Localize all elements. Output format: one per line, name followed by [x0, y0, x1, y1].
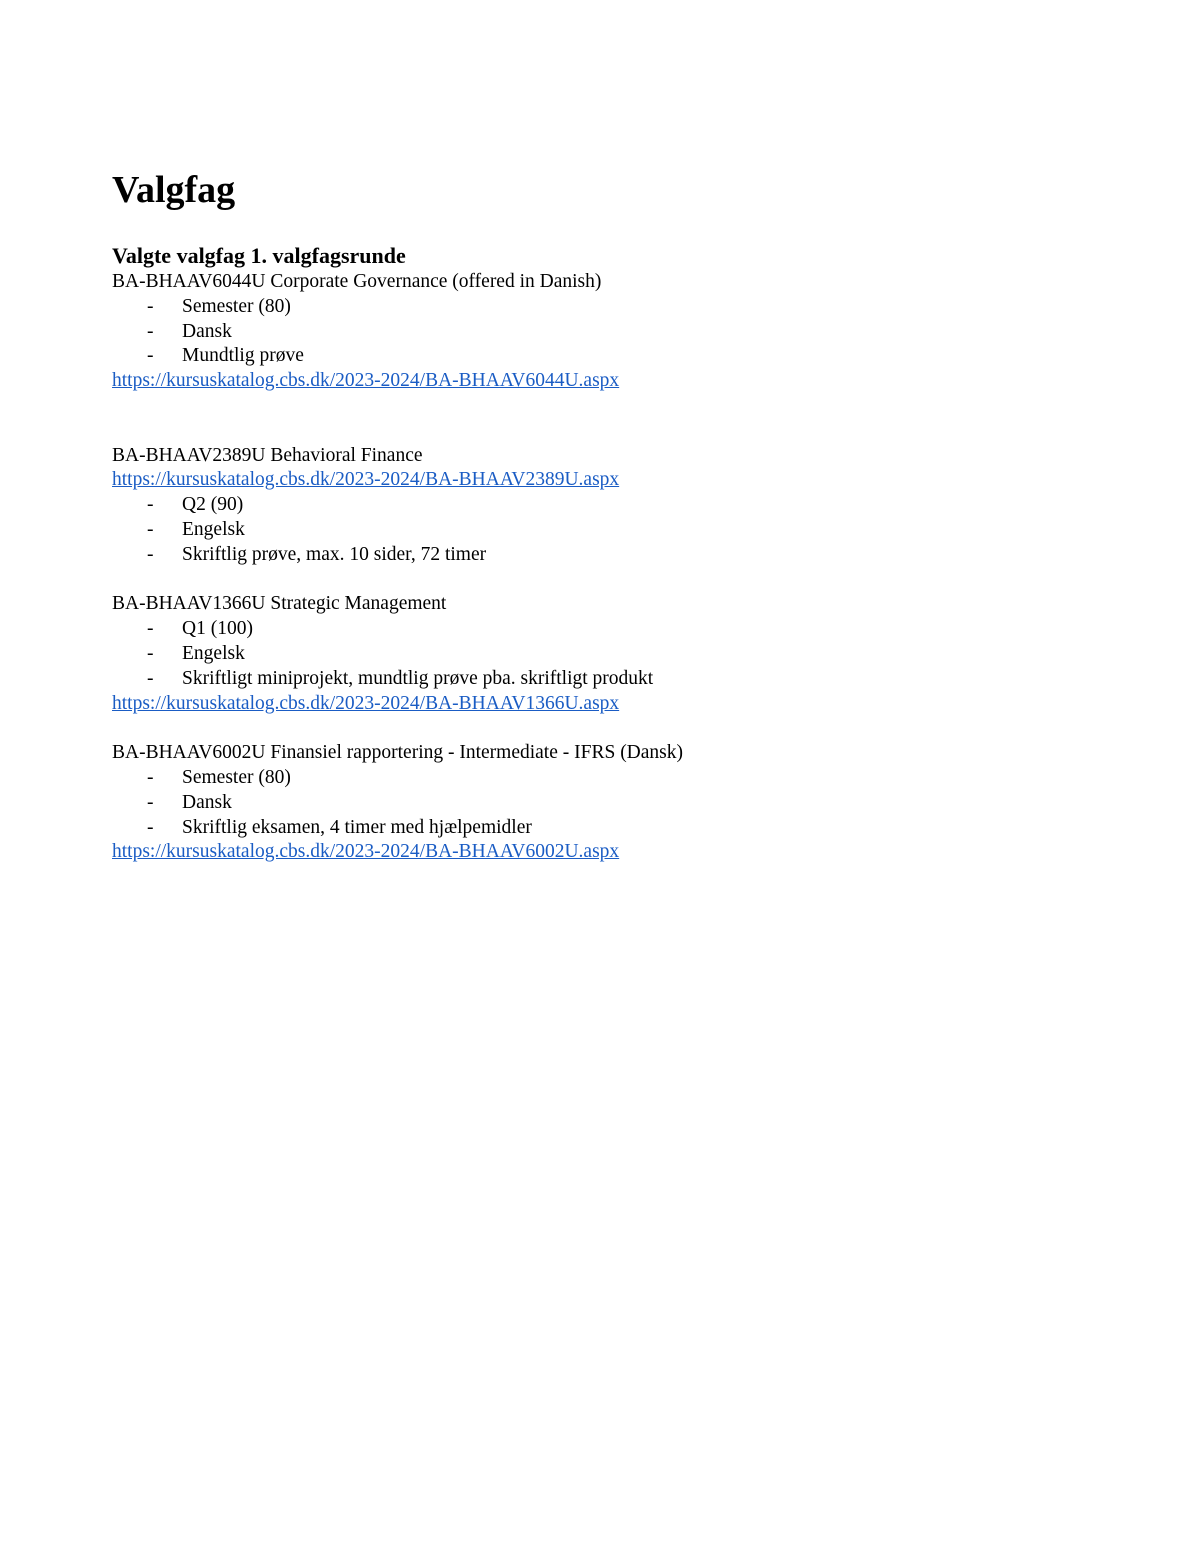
course-link-line — [112, 840, 1112, 865]
list-item-text: Mundtlig prøve — [182, 345, 304, 367]
course-link[interactable]: https://kursuskatalog.cbs.dk/2023-2024/BA-BHAAV6044U.aspx — [112, 370, 620, 392]
course-link[interactable]: https://kursuskatalog.cbs.dk/2023-2024/BA-BHAAV1366U.aspx — [112, 692, 620, 714]
list-item — [112, 518, 1112, 543]
dash-bullet: - — [147, 618, 154, 640]
list-item-text: Skriftligt miniprojekt, mundtlig prøve pba. skriftligt produkt — [182, 667, 654, 689]
dash-bullet: - — [147, 295, 154, 317]
course-link-line — [112, 369, 1112, 394]
spacer — [112, 716, 1112, 741]
course-heading: BA-BHAAV6044U Corporate Governance (offered in Danish) — [112, 271, 602, 292]
course-heading: BA-BHAAV6002U Finansiel rapportering - Intermediate - IFRS (Dansk) — [112, 742, 684, 764]
course-link[interactable]: https://kursuskatalog.cbs.dk/2023-2024/BA-BHAAV2389U.aspx — [112, 469, 620, 491]
list-item-text: Engelsk — [182, 518, 245, 540]
list-item — [112, 642, 1112, 667]
document-page — [112, 168, 1112, 865]
course-details-list — [112, 493, 1112, 567]
list-item — [112, 617, 1112, 642]
list-item — [112, 667, 1112, 692]
list-item-text: Dansk — [182, 791, 232, 813]
dash-bullet: - — [147, 642, 154, 664]
course-block — [112, 592, 1112, 716]
dash-bullet: - — [147, 766, 154, 788]
dash-bullet: - — [147, 791, 154, 813]
spacer — [112, 568, 1112, 593]
dash-bullet: - — [147, 494, 154, 516]
list-item — [112, 543, 1112, 568]
course-link-line — [112, 692, 1112, 717]
course-block — [112, 741, 1112, 865]
list-item-text: Skriftlig eksamen, 4 timer med hjælpemidler — [182, 816, 532, 838]
list-item-text: Q2 (90) — [182, 494, 244, 516]
list-item — [112, 791, 1112, 816]
course-heading: BA-BHAAV1366U Strategic Management — [112, 593, 447, 615]
course-block — [112, 270, 1112, 394]
dash-bullet: - — [147, 345, 154, 367]
list-item-text: Semester (80) — [182, 295, 291, 317]
list-item-text: Semester (80) — [182, 766, 291, 788]
course-details-list — [112, 617, 1112, 691]
section-heading: Valgte valgfag 1. valgfagsrunde — [112, 243, 406, 268]
dash-bullet: - — [147, 320, 154, 342]
list-item — [112, 766, 1112, 791]
course-heading: BA-BHAAV2389U Behavioral Finance — [112, 444, 423, 466]
dash-bullet: - — [147, 667, 154, 689]
list-item — [112, 344, 1112, 369]
list-item-text: Dansk — [182, 320, 232, 342]
course-link-line — [112, 468, 1112, 493]
list-item — [112, 295, 1112, 320]
dash-bullet: - — [147, 543, 154, 565]
course-details-list — [112, 766, 1112, 840]
dash-bullet: - — [147, 816, 154, 838]
list-item-text: Engelsk — [182, 642, 245, 664]
list-item — [112, 816, 1112, 841]
list-item — [112, 493, 1112, 518]
course-block — [112, 444, 1112, 568]
course-details-list — [112, 295, 1112, 369]
list-item-text: Q1 (100) — [182, 618, 253, 640]
document-title: Valgfag — [112, 169, 236, 211]
list-item — [112, 320, 1112, 345]
dash-bullet: - — [147, 518, 154, 540]
list-item-text: Skriftlig prøve, max. 10 sider, 72 timer — [182, 543, 487, 565]
course-link[interactable]: https://kursuskatalog.cbs.dk/2023-2024/BA-BHAAV6002U.aspx — [112, 841, 620, 863]
spacer — [112, 394, 1112, 444]
